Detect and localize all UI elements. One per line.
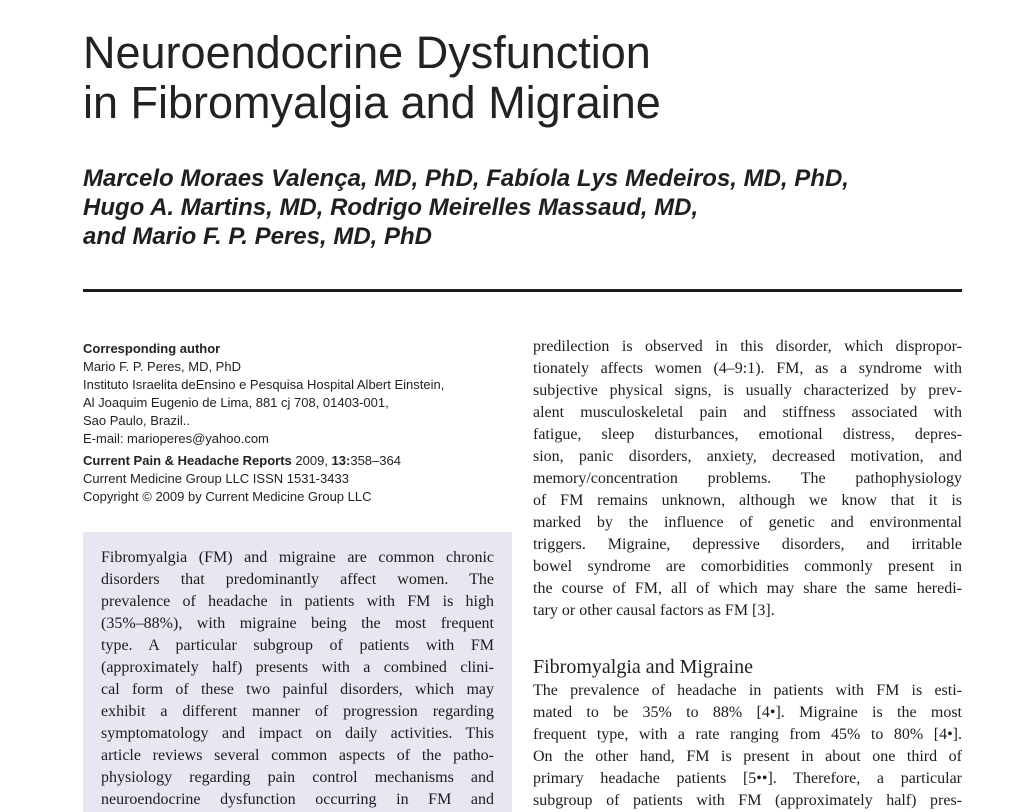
correspondence-address: Al Joaquim Eugenio de Lima, 881 cj 708, 01403-001,: [83, 395, 389, 410]
citation-pages: 358–364: [350, 453, 401, 468]
body-line: fatigue, sleep disturbances, emotional distress, depres-: [533, 426, 962, 443]
body-line: mated to be 35% to 88% [4•]. Migraine is the most: [533, 704, 962, 721]
abstract-line: cal form of these two painful disorders, which may: [101, 681, 494, 698]
body-line: tary or other causal factors as FM [3].: [533, 602, 775, 619]
intro-paragraph: [533, 336, 962, 622]
correspondence-name: Mario F. P. Peres, MD, PhD: [83, 359, 241, 374]
abstract-line: (35%–88%), with migraine being the most frequent: [101, 615, 494, 632]
body-line: predilection is observed in this disorder, which dispropor-: [533, 338, 962, 355]
body-line: of FM remains unknown, although we know that it is: [533, 492, 962, 509]
author-list: [83, 164, 983, 251]
authors-line-1: Marcelo Moraes Valença, MD, PhD, Fabíola Lys Medeiros, MD, PhD,: [83, 165, 849, 192]
body-line: the course of FM, all of which may share the same heredi-: [533, 580, 962, 597]
citation-year: 2009,: [291, 453, 332, 468]
body-line: marked by the influence of genetic and environmental: [533, 514, 962, 531]
abstract-line: prevalence of headache in patients with FM is high: [101, 593, 494, 610]
body-line: bowel syndrome are comorbidities commonly present in: [533, 558, 962, 575]
abstract-line: (approximately half) presents with a combined clini-: [101, 659, 494, 676]
body-line: subgroup of patients with FM (approximately half) pres-: [533, 792, 962, 809]
body-line: triggers. Migraine, depressive disorders, and irritable: [533, 536, 962, 553]
copyright-line: Copyright © 2009 by Current Medicine Group LLC: [83, 489, 372, 504]
body-line: On the other hand, FM is present in about one third of: [533, 748, 962, 765]
abstract-line: disorders that predominantly affect women. The: [101, 571, 494, 588]
title-divider: [83, 289, 962, 292]
correspondence-heading: Corresponding author: [83, 341, 221, 356]
abstract-line: article reviews several common aspects of the patho-: [101, 747, 494, 764]
section-paragraph: [533, 680, 962, 812]
section-heading: Fibromyalgia and Migraine: [533, 656, 753, 678]
body-line: tionately affects women (4–9:1). FM, as a syndrome with: [533, 360, 962, 377]
abstract-line: Fibromyalgia (FM) and migraine are common chronic: [101, 549, 494, 566]
body-line: subjective physical signs, is usually characterized by prev-: [533, 382, 962, 399]
body-line: alent musculoskeletal pain and stiffness associated with: [533, 404, 962, 421]
authors-line-3: and Mario F. P. Peres, MD, PhD: [83, 223, 432, 250]
body-line: memory/concentration problems. The pathophysiology: [533, 470, 962, 487]
body-line: sion, panic disorders, anxiety, decreased motivation, and: [533, 448, 962, 465]
correspondence-institution: Instituto Israelita deEnsino e Pesquisa Hospital Albert Einstein,: [83, 377, 445, 392]
abstract-line: symptomatology and impact on daily activities. This: [101, 725, 494, 742]
article-title: [83, 28, 983, 128]
correspondence-block: [83, 340, 513, 448]
publisher-line: Current Medicine Group LLC ISSN 1531-3433: [83, 471, 349, 486]
citation-block: [83, 452, 513, 506]
title-line-2: in Fibromyalgia and Migraine: [83, 77, 661, 128]
abstract-line: neuroendocrine dysfunction occurring in FM and: [101, 791, 494, 808]
abstract-line: type. A particular subgroup of patients with FM: [101, 637, 494, 654]
abstract-text: [101, 547, 494, 811]
article-metadata: [83, 340, 513, 506]
abstract-line: exhibit a different manner of progression regarding: [101, 703, 494, 720]
abstract-line: physiology regarding pain control mechanisms and: [101, 769, 494, 786]
body-line: primary headache patients [5••]. Therefore, a particular: [533, 770, 962, 787]
citation-volume: 13:: [331, 453, 351, 468]
title-line-1: Neuroendocrine Dysfunction: [83, 27, 651, 78]
citation-line: [83, 452, 513, 470]
correspondence-email[interactable]: E-mail: marioperes@yahoo.com: [83, 431, 269, 446]
authors-line-2: Hugo A. Martins, MD, Rodrigo Meirelles Massaud, MD,: [83, 194, 699, 221]
body-line: frequent type, with a rate ranging from 45% to 80% [4•].: [533, 726, 962, 743]
correspondence-city: Sao Paulo, Brazil..: [83, 413, 190, 428]
journal-name: Current Pain & Headache Reports: [83, 453, 292, 468]
body-line: The prevalence of headache in patients with FM is esti-: [533, 682, 962, 699]
